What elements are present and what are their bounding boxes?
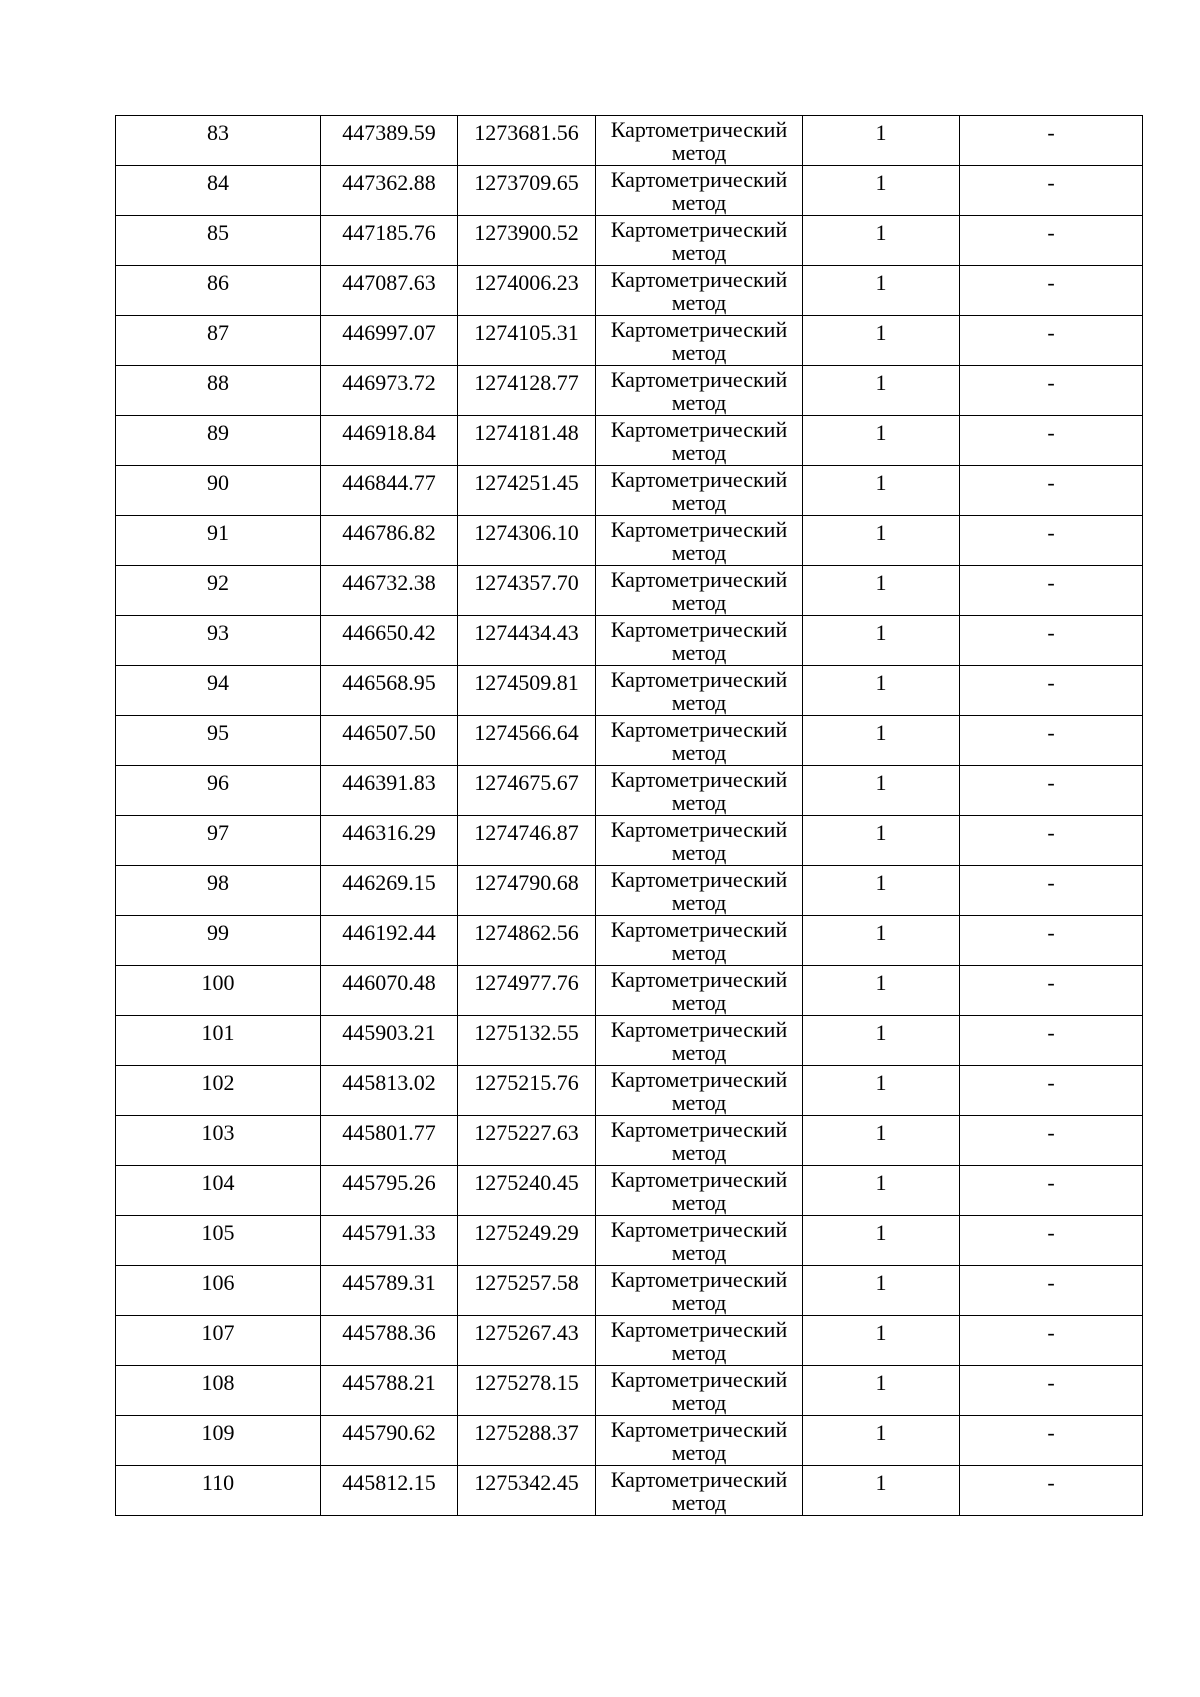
note-cell: -	[960, 966, 1143, 1016]
coordinates-table-body	[116, 116, 1143, 1516]
note-cell: -	[960, 1116, 1143, 1166]
method-cell	[596, 1166, 803, 1216]
y-coordinate-cell: 1275267.43	[458, 1316, 596, 1366]
accuracy-cell: 1	[803, 616, 960, 666]
method-cell	[596, 866, 803, 916]
method-cell	[596, 116, 803, 166]
point-number-cell: 110	[116, 1466, 321, 1516]
method-text-line2: метод	[671, 890, 727, 915]
table-row	[116, 1216, 1143, 1266]
method-text-line2: метод	[671, 690, 727, 715]
note-cell: -	[960, 866, 1143, 916]
table-row	[116, 466, 1143, 516]
y-coordinate-cell: 1274357.70	[458, 566, 596, 616]
x-coordinate-cell: 446192.44	[321, 916, 458, 966]
point-number-cell: 104	[116, 1166, 321, 1216]
method-text-line1: Картометрический	[610, 267, 788, 292]
x-coordinate-cell: 446391.83	[321, 766, 458, 816]
method-cell	[596, 716, 803, 766]
note-cell: -	[960, 416, 1143, 466]
method-text-line1: Картометрический	[610, 867, 788, 892]
method-cell	[596, 566, 803, 616]
y-coordinate-cell: 1274862.56	[458, 916, 596, 966]
method-cell	[596, 816, 803, 866]
y-coordinate-cell: 1275257.58	[458, 1266, 596, 1316]
note-cell: -	[960, 616, 1143, 666]
method-text-line1: Картометрический	[610, 1317, 788, 1342]
table-row	[116, 1316, 1143, 1366]
method-text-line1: Картометрический	[610, 367, 788, 392]
method-cell	[596, 216, 803, 266]
note-cell: -	[960, 816, 1143, 866]
x-coordinate-cell: 446316.29	[321, 816, 458, 866]
accuracy-cell: 1	[803, 166, 960, 216]
y-coordinate-cell: 1274306.10	[458, 516, 596, 566]
method-text-line1: Картометрический	[610, 967, 788, 992]
x-coordinate-cell: 446918.84	[321, 416, 458, 466]
table-row	[116, 1466, 1143, 1516]
note-cell: -	[960, 1166, 1143, 1216]
point-number-cell: 88	[116, 366, 321, 416]
accuracy-cell: 1	[803, 566, 960, 616]
x-coordinate-cell: 446070.48	[321, 966, 458, 1016]
x-coordinate-cell: 446973.72	[321, 366, 458, 416]
note-cell: -	[960, 1016, 1143, 1066]
x-coordinate-cell: 446507.50	[321, 716, 458, 766]
accuracy-cell: 1	[803, 316, 960, 366]
method-text-line2: метод	[671, 390, 727, 415]
table-row	[116, 516, 1143, 566]
point-number-cell: 102	[116, 1066, 321, 1116]
y-coordinate-cell: 1274434.43	[458, 616, 596, 666]
table-row	[116, 1266, 1143, 1316]
x-coordinate-cell: 445813.02	[321, 1066, 458, 1116]
table-row	[116, 1366, 1143, 1416]
note-cell: -	[960, 1066, 1143, 1116]
table-row	[116, 816, 1143, 866]
y-coordinate-cell: 1274790.68	[458, 866, 596, 916]
point-number-cell: 93	[116, 616, 321, 666]
x-coordinate-cell: 445790.62	[321, 1416, 458, 1466]
note-cell: -	[960, 316, 1143, 366]
y-coordinate-cell: 1275132.55	[458, 1016, 596, 1066]
accuracy-cell: 1	[803, 1216, 960, 1266]
method-cell	[596, 466, 803, 516]
note-cell: -	[960, 516, 1143, 566]
method-cell	[596, 1116, 803, 1166]
table-row	[116, 866, 1143, 916]
note-cell: -	[960, 1216, 1143, 1266]
method-text-line2: метод	[671, 140, 727, 165]
y-coordinate-cell: 1275240.45	[458, 1166, 596, 1216]
method-text-line1: Картометрический	[610, 1467, 788, 1492]
method-text-line2: метод	[671, 1190, 727, 1215]
table-row	[116, 1016, 1143, 1066]
method-text-line2: метод	[671, 1090, 727, 1115]
method-cell	[596, 316, 803, 366]
y-coordinate-cell: 1275227.63	[458, 1116, 596, 1166]
method-cell	[596, 366, 803, 416]
y-coordinate-cell: 1274128.77	[458, 366, 596, 416]
point-number-cell: 105	[116, 1216, 321, 1266]
y-coordinate-cell: 1274977.76	[458, 966, 596, 1016]
x-coordinate-cell: 445788.36	[321, 1316, 458, 1366]
method-text-line2: метод	[671, 1290, 727, 1315]
method-text-line2: метод	[671, 540, 727, 565]
table-row	[116, 266, 1143, 316]
method-text-line1: Картометрический	[610, 617, 788, 642]
point-number-cell: 85	[116, 216, 321, 266]
point-number-cell: 109	[116, 1416, 321, 1466]
note-cell: -	[960, 366, 1143, 416]
point-number-cell: 106	[116, 1266, 321, 1316]
note-cell: -	[960, 916, 1143, 966]
method-text-line2: метод	[671, 490, 727, 515]
method-text-line1: Картометрический	[610, 567, 788, 592]
x-coordinate-cell: 445788.21	[321, 1366, 458, 1416]
x-coordinate-cell: 445791.33	[321, 1216, 458, 1266]
point-number-cell: 92	[116, 566, 321, 616]
method-text-line2: метод	[671, 290, 727, 315]
y-coordinate-cell: 1274006.23	[458, 266, 596, 316]
method-text-line1: Картометрический	[610, 1267, 788, 1292]
y-coordinate-cell: 1274251.45	[458, 466, 596, 516]
method-text-line1: Картометрический	[610, 1167, 788, 1192]
table-row	[116, 166, 1143, 216]
method-cell	[596, 1416, 803, 1466]
x-coordinate-cell: 446650.42	[321, 616, 458, 666]
accuracy-cell: 1	[803, 866, 960, 916]
point-number-cell: 95	[116, 716, 321, 766]
table-row	[116, 916, 1143, 966]
accuracy-cell: 1	[803, 766, 960, 816]
accuracy-cell: 1	[803, 116, 960, 166]
method-cell	[596, 1266, 803, 1316]
point-number-cell: 103	[116, 1116, 321, 1166]
method-text-line2: метод	[671, 440, 727, 465]
x-coordinate-cell: 447087.63	[321, 266, 458, 316]
x-coordinate-cell: 446269.15	[321, 866, 458, 916]
note-cell: -	[960, 566, 1143, 616]
accuracy-cell: 1	[803, 666, 960, 716]
y-coordinate-cell: 1273709.65	[458, 166, 596, 216]
method-text-line1: Картометрический	[610, 1017, 788, 1042]
note-cell: -	[960, 466, 1143, 516]
method-cell	[596, 166, 803, 216]
table-row	[116, 1066, 1143, 1116]
method-text-line1: Картометрический	[610, 117, 788, 142]
point-number-cell: 90	[116, 466, 321, 516]
y-coordinate-cell: 1274566.64	[458, 716, 596, 766]
accuracy-cell: 1	[803, 1466, 960, 1516]
table-row	[116, 216, 1143, 266]
method-text-line2: метод	[671, 1390, 727, 1415]
point-number-cell: 86	[116, 266, 321, 316]
x-coordinate-cell: 446786.82	[321, 516, 458, 566]
point-number-cell: 89	[116, 416, 321, 466]
x-coordinate-cell: 447389.59	[321, 116, 458, 166]
y-coordinate-cell: 1274105.31	[458, 316, 596, 366]
method-text-line2: метод	[671, 240, 727, 265]
point-number-cell: 98	[116, 866, 321, 916]
method-text-line1: Картометрический	[610, 1117, 788, 1142]
accuracy-cell: 1	[803, 966, 960, 1016]
point-number-cell: 84	[116, 166, 321, 216]
x-coordinate-cell: 445801.77	[321, 1116, 458, 1166]
method-text-line2: метод	[671, 590, 727, 615]
x-coordinate-cell: 447362.88	[321, 166, 458, 216]
accuracy-cell: 1	[803, 716, 960, 766]
method-cell	[596, 916, 803, 966]
method-text-line1: Картометрический	[610, 917, 788, 942]
y-coordinate-cell: 1273681.56	[458, 116, 596, 166]
method-cell	[596, 1366, 803, 1416]
accuracy-cell: 1	[803, 816, 960, 866]
method-text-line2: метод	[671, 1490, 727, 1515]
x-coordinate-cell: 446732.38	[321, 566, 458, 616]
x-coordinate-cell: 447185.76	[321, 216, 458, 266]
table-row	[116, 366, 1143, 416]
note-cell: -	[960, 266, 1143, 316]
table-row	[116, 1116, 1143, 1166]
point-number-cell: 107	[116, 1316, 321, 1366]
note-cell: -	[960, 1366, 1143, 1416]
accuracy-cell: 1	[803, 366, 960, 416]
method-text-line2: метод	[671, 1240, 727, 1265]
point-number-cell: 100	[116, 966, 321, 1016]
method-text-line1: Картометрический	[610, 1217, 788, 1242]
accuracy-cell: 1	[803, 1266, 960, 1316]
table-row	[116, 416, 1143, 466]
y-coordinate-cell: 1274509.81	[458, 666, 596, 716]
x-coordinate-cell: 446844.77	[321, 466, 458, 516]
point-number-cell: 94	[116, 666, 321, 716]
method-text-line1: Картометрический	[610, 467, 788, 492]
y-coordinate-cell: 1273900.52	[458, 216, 596, 266]
method-cell	[596, 766, 803, 816]
method-text-line1: Картометрический	[610, 1367, 788, 1392]
accuracy-cell: 1	[803, 1016, 960, 1066]
point-number-cell: 101	[116, 1016, 321, 1066]
method-text-line2: метод	[671, 1340, 727, 1365]
method-cell	[596, 1466, 803, 1516]
y-coordinate-cell: 1274746.87	[458, 816, 596, 866]
y-coordinate-cell: 1275215.76	[458, 1066, 596, 1116]
method-cell	[596, 616, 803, 666]
point-number-cell: 91	[116, 516, 321, 566]
y-coordinate-cell: 1275249.29	[458, 1216, 596, 1266]
y-coordinate-cell: 1275278.15	[458, 1366, 596, 1416]
method-text-line2: метод	[671, 1040, 727, 1065]
method-text-line2: метод	[671, 190, 727, 215]
method-text-line2: метод	[671, 740, 727, 765]
note-cell: -	[960, 216, 1143, 266]
method-cell	[596, 1016, 803, 1066]
note-cell: -	[960, 666, 1143, 716]
coordinates-table	[115, 115, 1143, 1516]
table-row	[116, 116, 1143, 166]
y-coordinate-cell: 1275288.37	[458, 1416, 596, 1466]
method-text-line2: метод	[671, 1140, 727, 1165]
x-coordinate-cell: 445812.15	[321, 1466, 458, 1516]
table-row	[116, 716, 1143, 766]
y-coordinate-cell: 1274181.48	[458, 416, 596, 466]
accuracy-cell: 1	[803, 1416, 960, 1466]
accuracy-cell: 1	[803, 466, 960, 516]
table-row	[116, 766, 1143, 816]
accuracy-cell: 1	[803, 216, 960, 266]
method-text-line1: Картометрический	[610, 417, 788, 442]
method-text-line1: Картометрический	[610, 767, 788, 792]
method-cell	[596, 1316, 803, 1366]
method-text-line1: Картометрический	[610, 217, 788, 242]
point-number-cell: 99	[116, 916, 321, 966]
method-cell	[596, 416, 803, 466]
table-row	[116, 566, 1143, 616]
accuracy-cell: 1	[803, 916, 960, 966]
note-cell: -	[960, 716, 1143, 766]
table-row	[116, 1416, 1143, 1466]
y-coordinate-cell: 1274675.67	[458, 766, 596, 816]
table-row	[116, 1166, 1143, 1216]
point-number-cell: 96	[116, 766, 321, 816]
accuracy-cell: 1	[803, 1166, 960, 1216]
x-coordinate-cell: 445795.26	[321, 1166, 458, 1216]
method-cell	[596, 966, 803, 1016]
method-text-line1: Картометрический	[610, 817, 788, 842]
note-cell: -	[960, 1316, 1143, 1366]
accuracy-cell: 1	[803, 266, 960, 316]
method-text-line1: Картометрический	[610, 1067, 788, 1092]
accuracy-cell: 1	[803, 1366, 960, 1416]
accuracy-cell: 1	[803, 516, 960, 566]
method-text-line2: метод	[671, 840, 727, 865]
y-coordinate-cell: 1275342.45	[458, 1466, 596, 1516]
accuracy-cell: 1	[803, 1066, 960, 1116]
accuracy-cell: 1	[803, 416, 960, 466]
note-cell: -	[960, 1466, 1143, 1516]
method-text-line2: метод	[671, 990, 727, 1015]
method-cell	[596, 1216, 803, 1266]
x-coordinate-cell: 445903.21	[321, 1016, 458, 1066]
method-text-line1: Картометрический	[610, 167, 788, 192]
note-cell: -	[960, 766, 1143, 816]
method-cell	[596, 1066, 803, 1116]
x-coordinate-cell: 445789.31	[321, 1266, 458, 1316]
method-text-line2: метод	[671, 940, 727, 965]
note-cell: -	[960, 116, 1143, 166]
accuracy-cell: 1	[803, 1316, 960, 1366]
method-text-line1: Картометрический	[610, 517, 788, 542]
method-text-line2: метод	[671, 640, 727, 665]
point-number-cell: 83	[116, 116, 321, 166]
method-text-line2: метод	[671, 790, 727, 815]
method-text-line2: метод	[671, 1440, 727, 1465]
table-row	[116, 966, 1143, 1016]
x-coordinate-cell: 446568.95	[321, 666, 458, 716]
point-number-cell: 108	[116, 1366, 321, 1416]
note-cell: -	[960, 166, 1143, 216]
note-cell: -	[960, 1266, 1143, 1316]
point-number-cell: 87	[116, 316, 321, 366]
method-cell	[596, 266, 803, 316]
note-cell: -	[960, 1416, 1143, 1466]
method-text-line1: Картометрический	[610, 1417, 788, 1442]
table-row	[116, 666, 1143, 716]
method-cell	[596, 666, 803, 716]
method-text-line1: Картометрический	[610, 667, 788, 692]
point-number-cell: 97	[116, 816, 321, 866]
method-text-line1: Картометрический	[610, 717, 788, 742]
table-row	[116, 616, 1143, 666]
method-cell	[596, 516, 803, 566]
method-text-line2: метод	[671, 340, 727, 365]
accuracy-cell: 1	[803, 1116, 960, 1166]
x-coordinate-cell: 446997.07	[321, 316, 458, 366]
table-row	[116, 316, 1143, 366]
method-text-line1: Картометрический	[610, 317, 788, 342]
